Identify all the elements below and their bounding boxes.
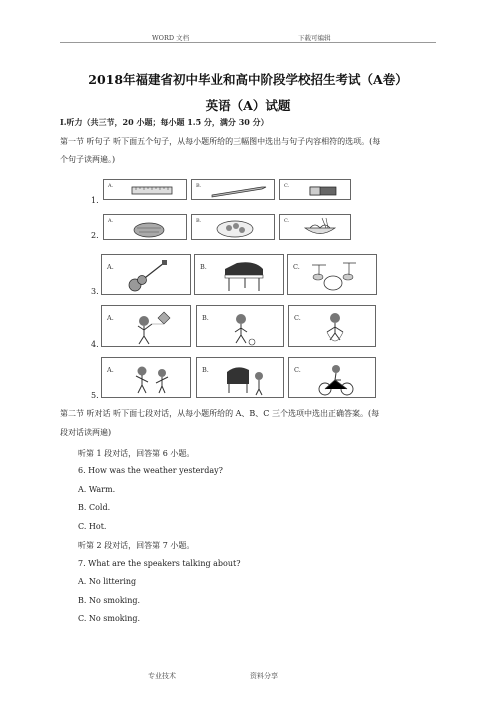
- option-label: B.: [200, 263, 207, 271]
- q4-option-b-picture: [196, 305, 284, 347]
- header-left-text: WORD 文档: [152, 34, 190, 42]
- q5-option-c-picture: [288, 357, 376, 398]
- q2-option-a-picture: [103, 214, 187, 240]
- noodles-icon: [280, 215, 352, 241]
- ruler-icon: [104, 180, 188, 201]
- piano-kids-icon: [197, 358, 285, 399]
- dialog-2-intro: 听第 2 段对话，回答第 7 小题。: [78, 541, 195, 550]
- option-label: A.: [108, 183, 114, 189]
- q3-option-c-picture: [287, 254, 377, 295]
- pencil-icon: [192, 180, 276, 201]
- girl-skipping-icon: [289, 306, 377, 348]
- footer-right-text: 资料分享: [250, 672, 278, 680]
- piano-icon: [195, 255, 285, 296]
- drums-icon: [288, 255, 378, 296]
- option-label: A.: [107, 314, 114, 322]
- bike-riding-icon: [289, 358, 377, 399]
- option-label: A.: [107, 263, 114, 271]
- q1-option-a-picture: [103, 179, 187, 200]
- exam-title: 2018年福建省初中毕业和高中阶段学校招生考试（A卷）: [88, 72, 408, 87]
- option-label: C.: [284, 218, 290, 224]
- q5-option-b-picture: [196, 357, 284, 398]
- q2-option-b-picture: [191, 214, 275, 240]
- section-1-heading: Ⅰ.听力（共三节，20 小题；每小题 1.5 分，满分 30 分）: [60, 117, 269, 127]
- option-label: A.: [107, 366, 114, 374]
- q7-option-b: B. No smoking.: [78, 596, 141, 605]
- eraser-icon: [280, 180, 352, 201]
- option-label: C.: [294, 314, 301, 322]
- q7-option-c: C. No smoking.: [78, 614, 141, 623]
- guitar-icon: [102, 255, 192, 296]
- question-1-number: 1.: [91, 196, 99, 205]
- dumplings-icon: [192, 215, 276, 241]
- dialog-1-intro: 听第 1 段对话，回答第 6 小题。: [78, 449, 195, 458]
- q3-option-a-picture: [101, 254, 191, 295]
- kite-flying-icon: [102, 306, 192, 348]
- boy-ball-icon: [197, 306, 285, 348]
- q1-option-c-picture: [279, 179, 351, 200]
- q5-option-a-picture: [101, 357, 191, 398]
- question-2-number: 2.: [91, 231, 99, 240]
- option-label: B.: [202, 314, 209, 322]
- question-5-number: 5.: [91, 391, 99, 400]
- option-label: A.: [108, 218, 114, 224]
- q6-option-c: C. Hot.: [78, 522, 107, 531]
- kids-dancing-icon: [102, 358, 192, 399]
- q1-option-b-picture: [191, 179, 275, 200]
- option-label: B.: [196, 218, 202, 224]
- header-right-text: 下载可编辑: [298, 34, 331, 42]
- part-2-instruction-line-2: 段对话读两遍): [60, 428, 112, 437]
- q6-option-a: A. Warm.: [78, 485, 116, 494]
- question-6: 6. How was the weather yesterday?: [78, 466, 223, 475]
- part-1-instruction-line-1: 第一节 听句子 听下面五个句子，从每小题所给的三幅图中选出与句子内容相符的选项。(每: [60, 137, 381, 146]
- option-label: C.: [284, 183, 290, 189]
- q4-option-c-picture: [288, 305, 376, 347]
- question-7: 7. What are the speakers talking about?: [78, 559, 241, 568]
- question-4-number: 4.: [91, 340, 99, 349]
- q2-option-c-picture: [279, 214, 351, 240]
- q7-option-a: A. No littering: [78, 577, 137, 586]
- page-header: [60, 28, 436, 43]
- question-3-number: 3.: [91, 287, 99, 296]
- option-label: C.: [293, 263, 300, 271]
- q6-option-b: B. Cold.: [78, 503, 111, 512]
- q4-option-a-picture: [101, 305, 191, 347]
- option-label: B.: [202, 366, 209, 374]
- part-2-instruction-line-1: 第二节 听对话 听下面七段对话，从每小题所给的 A、B、C 三个选项中选出正确答案。(每: [60, 409, 380, 418]
- option-label: C.: [294, 366, 301, 374]
- footer-left-text: 专业技术: [148, 672, 176, 680]
- option-label: B.: [196, 183, 202, 189]
- part-1-instruction-line-2: 个句子读两遍。): [60, 155, 116, 164]
- q3-option-b-picture: [194, 254, 284, 295]
- pie-icon: [104, 215, 188, 241]
- exam-subtitle: 英语（A）试题: [205, 98, 291, 113]
